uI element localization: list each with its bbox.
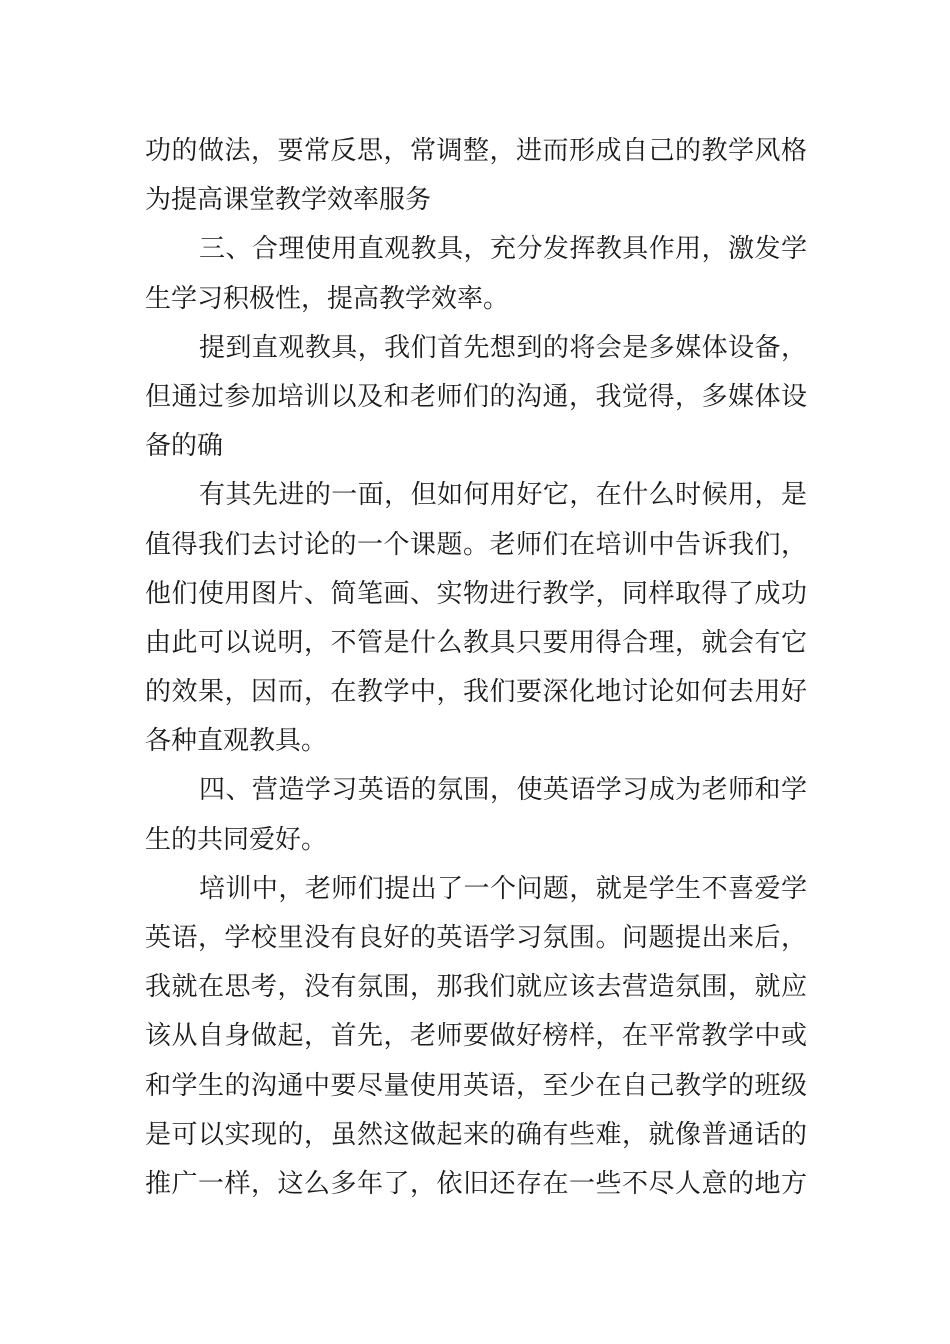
text-line: 英语，学校里没有良好的英语学习氛围。问题提出来后， xyxy=(145,923,807,953)
text-line: 为提高课堂教学效率服务 xyxy=(145,185,432,216)
text-line: 的效果，因而，在教学中，我们要深化地讨论如何去用好 xyxy=(145,677,807,708)
text-line: 推广一样，这么多年了，依旧还存在一些不尽人意的地方 xyxy=(145,1168,807,1199)
text-line: 有其先进的一面，但如何用好它，在什么时候用，是 xyxy=(199,480,807,511)
body-text xyxy=(145,127,807,1209)
text-line: 我就在思考，没有氛围，那我们就应该去营造氛围，就应 xyxy=(145,972,807,1003)
text-line: 值得我们去讨论的一个课题。老师们在培训中告诉我们， xyxy=(145,529,807,560)
text-line: 功的做法，要常反思，常调整，进而形成自己的教学风格 xyxy=(145,136,807,166)
text-line: 由此可以说明，不管是什么教具只要用得合理，就会有它 xyxy=(145,627,807,658)
text-line: 提到直观教具，我们首先想到的将会是多媒体设备， xyxy=(199,332,807,363)
text-line: 他们使用图片、简笔画、实物进行教学，同样取得了成功 xyxy=(145,578,807,609)
text-line: 生学习积极性，提高教学效率。 xyxy=(145,283,510,314)
text-line: 是可以实现的，虽然这做起来的确有些难，就像普通话的 xyxy=(145,1119,807,1150)
text-line: 培训中，老师们提出了一个问题，就是学生不喜爱学 xyxy=(199,873,807,904)
text-line: 生的共同爱好。 xyxy=(145,824,328,855)
text-line: 但通过参加培训以及和老师们的沟通，我觉得，多媒体设 xyxy=(145,381,807,412)
text-line: 四、营造学习英语的氛围，使英语学习成为老师和学 xyxy=(199,775,807,806)
text-line: 和学生的沟通中要尽量使用英语，至少在自己教学的班级 xyxy=(145,1070,807,1101)
text-line: 备的确 xyxy=(145,431,224,462)
text-line: 该从自身做起，首先，老师要做好榜样，在平常教学中或 xyxy=(145,1021,807,1052)
text-line: 三、合理使用直观教具，充分发挥教具作用，激发学 xyxy=(199,234,807,265)
text-line: 各种直观教具。 xyxy=(145,726,328,757)
